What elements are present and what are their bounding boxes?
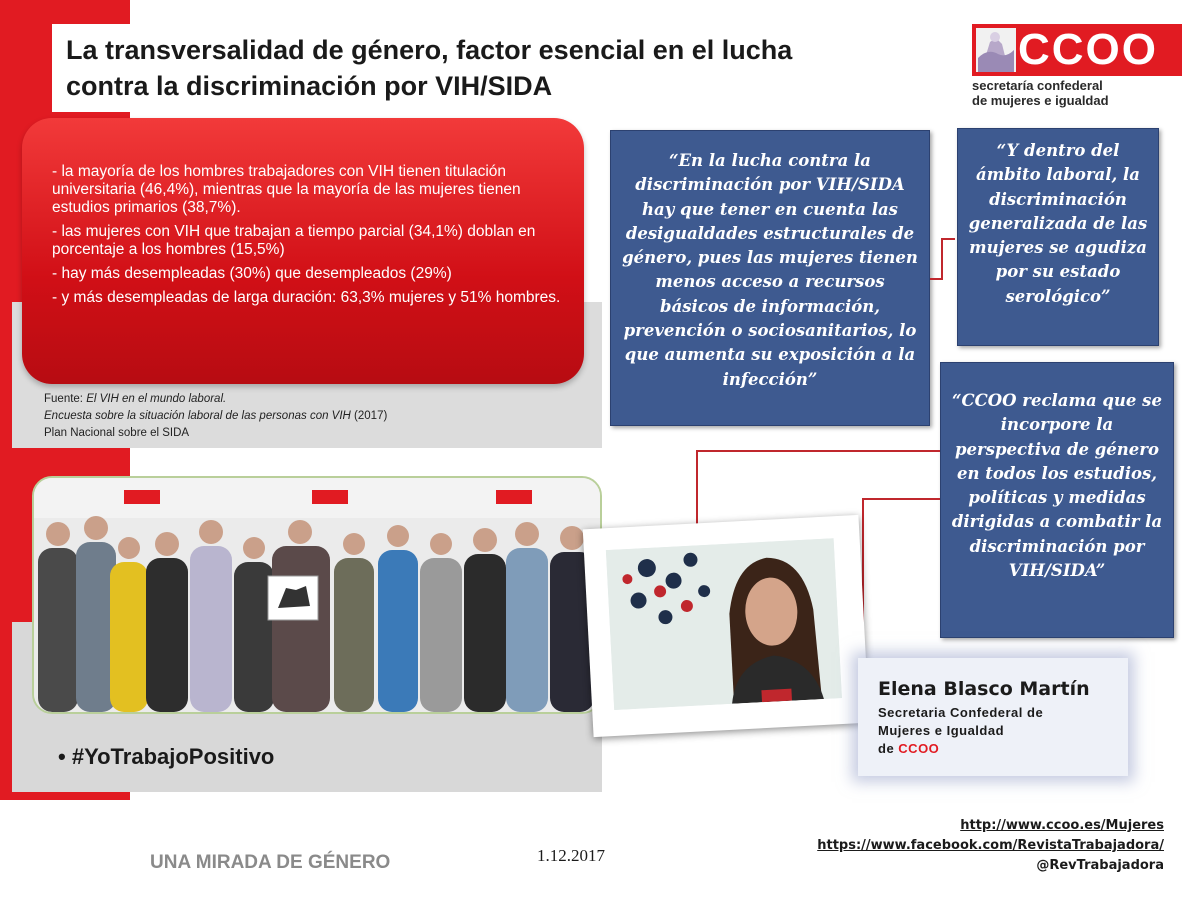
logo-subtitle-line2: de mujeres e igualdad (972, 93, 1109, 108)
quote-1-text: “En la lucha contra la discriminación por VIH/SIDA hay que tener en cuenta las desigualdades estructurales de género, pues las mujeres tienen menos acceso a recursos básicos de información, prevención o sociosanitarios, lo que aumenta su exposición a la infección” (622, 151, 918, 389)
twitter-handle: @RevTrabajadora (1036, 858, 1164, 873)
person-role-org: CCOO (898, 741, 940, 756)
hashtag: • #YoTrabajoPositivo (58, 744, 275, 769)
hashtag-text: #YoTrabajoPositivo (71, 744, 275, 769)
source-line2: Encuesta sobre la situación laboral de las personas con VIH (44, 410, 351, 422)
portrait-image (606, 538, 842, 710)
source-note (44, 391, 584, 442)
source-line3: Plan Nacional sobre el SIDA (44, 427, 190, 439)
stats-item: - las mujeres con VIH que trabajan a tiempo parcial (34,1%) doblan en porcentaje a los hombres (15,5%) (52, 223, 536, 258)
connector-line (696, 450, 940, 452)
person-role-line1: Secretaria Confederal de (878, 705, 1044, 720)
quote-2-text: “Y dentro del ámbito laboral, la discriminación generalizada de las mujeres se agudiza por su estado serológico” (968, 141, 1148, 306)
stats-item: - hay más desempleadas (30%) que desempleados (29%) (52, 265, 452, 282)
stats-item: - la mayoría de los hombres trabajadores con VIH tienen titulación universitaria (46,4%), mientras que la mayoría de las mujeres tienen estudios primarios (38,7%). (52, 163, 521, 216)
connector-line (862, 498, 940, 500)
person-role-line2: Mujeres e Igualdad (878, 723, 1005, 738)
source-line1: El VIH en el mundo laboral. (86, 393, 227, 405)
logo-subtitle-line1: secretaría confederal (972, 78, 1103, 93)
quote-box-2 (957, 128, 1159, 346)
logo-subtitle (972, 78, 1182, 108)
connector-line (696, 450, 698, 530)
group-photo-image (34, 478, 600, 712)
logo-red-box (972, 24, 1182, 76)
person-role-line3-prefix: de (878, 741, 899, 756)
source-line2-year: (2017) (350, 410, 388, 422)
footer-links (817, 816, 1164, 876)
footer-series: UNA MIRADA DE GÉNERO (150, 852, 391, 873)
portrait-frame (583, 515, 870, 737)
connector-line (941, 238, 955, 240)
stats-item: - y más desempleadas de larga duración: 63,3% mujeres y 51% hombres. (52, 289, 561, 306)
group-photo (32, 476, 602, 714)
stats-list (52, 163, 562, 313)
person-name: Elena Blasco Martín (878, 678, 1090, 700)
source-label: Fuente: (44, 393, 87, 405)
ccoo-logo (972, 24, 1182, 114)
quote-3-text: “CCOO reclama que se incorpore la perspectiva de género en todos los estudios, políticas y medidas dirigidas a combatir la discriminación por VIH/SIDA” (951, 391, 1163, 581)
portrait-photo (606, 538, 842, 710)
footer-date: 1.12.2017 (537, 846, 605, 865)
logo-text: CCOO (1018, 25, 1158, 74)
connector-line (941, 238, 943, 280)
page-title: La transversalidad de género, factor esencial en el lucha contra la discriminación por VIH/SIDA (66, 35, 793, 101)
link-ccoo-mujeres[interactable]: http://www.ccoo.es/Mujeres (960, 818, 1164, 833)
link-facebook[interactable]: https://www.facebook.com/RevistaTrabajadora/ (817, 838, 1164, 853)
logo-figure-icon (976, 28, 1016, 72)
person-role (878, 704, 1043, 758)
quote-box-3 (940, 362, 1174, 638)
quote-box-1 (610, 130, 930, 426)
